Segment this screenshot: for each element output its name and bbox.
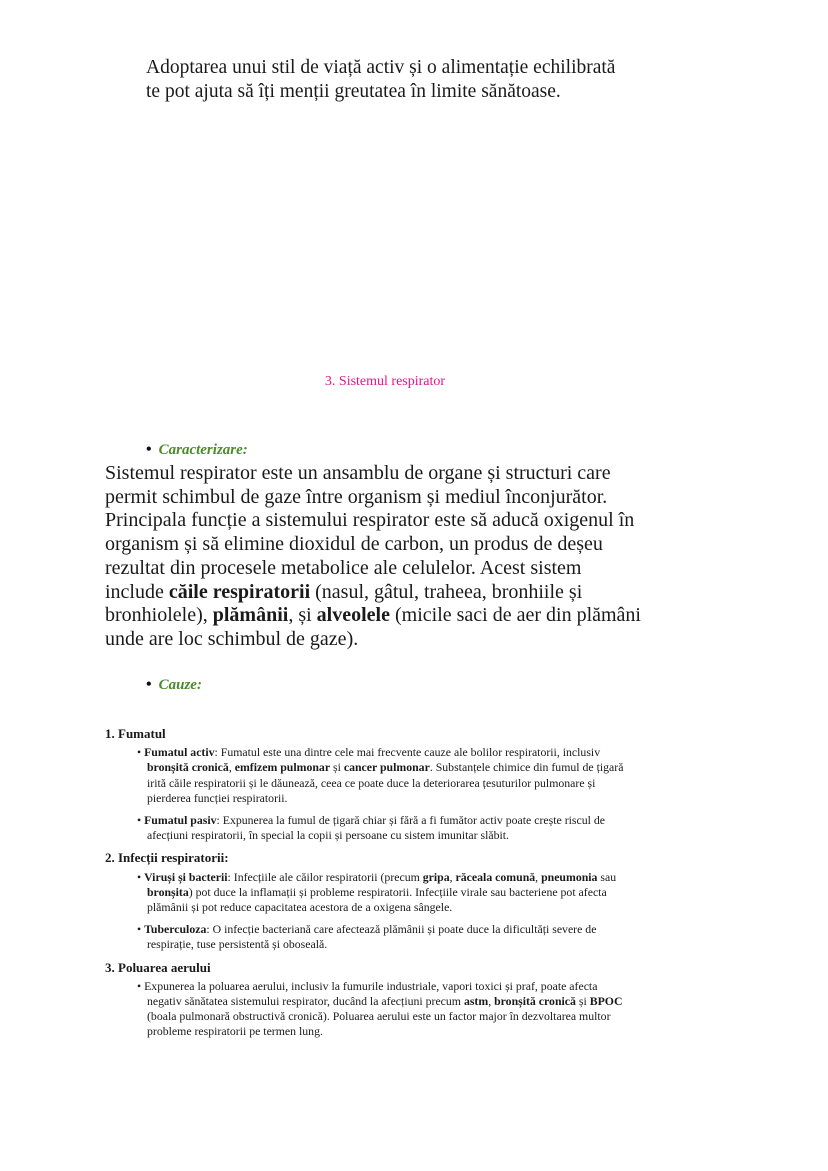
cause-title: 2. Infecții respiratorii: — [105, 850, 229, 866]
list-item: • Fumatul activ: Fumatul este una dintre cele mai frecvente cauze ale bolilor respiratorii, inclusiv bronșită cronică, emfizem pulmonar și cancer pulmonar. Substanțele chimice din fumul de țigară irită căile respiratorii și le dăunează, ceea ce poate duce la deteriorarea țesuturilor pulmonare și pierderea funcției respiratorii. — [137, 745, 624, 805]
text-span: , — [228, 760, 235, 775]
list-item: • Expunerea la poluarea aerului, inclusiv la fumurile industriale, vapori toxici și praf, poate afecta negativ sănătatea sistemului respirator, ducând la afecțiuni precum astm, bronșită cronică și BPOC (boala pulmonară obstructivă cronică). Poluarea aerului este un factor major în dezvoltarea multor probleme respiratorii pe termen lung. — [137, 978, 623, 1039]
cauze-heading-label: Cauze: — [158, 677, 202, 693]
list-item: • Tuberculoza: O infecție bacteriană care afectează plămânii și poate duce la dificultăți severe de respirație, tuse persistentă și oboseală. — [137, 922, 597, 952]
bold-term: cancer pulmonar — [343, 760, 430, 775]
bold-term: bronșită cronică — [494, 994, 576, 1009]
text-span: ) pot duce la inflamații și probleme respiratorii. Infecțiile virale sau bacteriene pot afecta plămânii și pot reduce capacitatea acestora de a oxigena sângele. — [147, 884, 607, 915]
text-span: : Fumatul este una dintre cele mai frecvente cauze ale bolilor respiratorii, inclusiv — [214, 745, 601, 760]
bold-term: căile respiratorii — [168, 580, 311, 603]
list-item: • Fumatul pasiv: Expunerea la fumul de țigară chiar și fără a fi fumător activ poate crește riscul de afecțiuni respiratorii, în special la copii și persoane cu sistem imunitar slăbit. — [137, 813, 605, 843]
text-span: : Infecțiile ale căilor respiratorii (precum — [227, 869, 423, 884]
item-label: Fumatul pasiv — [144, 813, 217, 828]
text-span: (boala pulmonară obstructivă cronică). Poluarea aerului este un factor major în dezvoltarea multor probleme respiratorii pe termen lung. — [147, 1009, 611, 1039]
bold-term: gripa — [422, 869, 450, 884]
cauze-heading — [146, 676, 202, 694]
section-title: 3. Sistemul respirator — [324, 374, 446, 389]
text-span: , și — [288, 604, 317, 627]
cause-title: 3. Poluarea aerului — [105, 959, 211, 975]
bullet-icon: • — [146, 441, 152, 458]
item-label: Viruși și bacterii — [144, 869, 228, 884]
text-span: , — [449, 869, 456, 884]
causes-list — [105, 726, 635, 1047]
bold-term: pneumonia — [541, 869, 598, 884]
item-label: Fumatul activ — [144, 745, 215, 760]
text-span: . Substanțele chimice din fumul de țigară irită căile respiratorii și le dăunează, ceea ce poate duce la deteriorarea țesuturilor pulmonare și pierderea funcției respiratorii. — [147, 760, 624, 805]
text-span: (nasul, gâtul, traheea, bronhiile și bronhiolele), — [105, 580, 583, 627]
text-span: : Expunerea la fumul de țigară chiar și fără a fi fumător activ poate crește riscul de afecțiuni respiratorii, în special la copii și persoane cu sistem imunitar slăbit. — [147, 813, 605, 843]
text-span: sau — [597, 869, 617, 884]
cause-section-poluarea — [105, 960, 635, 1040]
caracterizare-heading — [146, 441, 248, 459]
bold-term: răceala comună — [455, 869, 536, 884]
list-item: • Viruși și bacterii: Infecțiile ale căilor respiratorii (precum gripa, răceala comună, pneumonia sau bronșita) pot duce la inflamații și probleme respiratorii. Infecțiile virale sau bacteriene pot afecta plămânii și pot reduce capacitatea acestora de a oxigena sângele. — [137, 869, 617, 915]
text-span: : O infecție bacteriană care afectează plămânii și poate duce la dificultăți severe de respirație, tuse persistentă și oboseală. — [147, 922, 597, 952]
intro-paragraph: Adoptarea unui stil de viață activ și o alimentație echilibrată te pot ajuta să îți menții greutatea în limite sănătoase. — [146, 57, 616, 102]
bold-term: BPOC — [589, 994, 623, 1009]
bold-term: bronșita — [147, 884, 189, 899]
text-span: Expunerea la poluarea aerului, inclusiv la fumurile industriale, vapori toxici și praf, poate afecta negativ sănătatea sistemului respirator, ducând la afecțiuni precum — [144, 978, 598, 1009]
bold-term: bronșită cronică — [147, 760, 229, 775]
bullet-icon: • — [146, 676, 152, 693]
text-span: (micile saci de aer din plămâni unde are loc schimbul de gaze). — [105, 604, 641, 650]
text-span: , — [535, 869, 542, 884]
bold-term: emfizem pulmonar — [234, 760, 331, 775]
cause-title: 1. Fumatul — [105, 726, 166, 741]
cause-section-infectii — [105, 850, 635, 952]
text-span: și — [575, 994, 590, 1009]
bold-term: alveolele — [316, 604, 390, 627]
bold-term: astm — [463, 994, 489, 1009]
caracterizare-paragraph — [105, 462, 645, 652]
item-label: Tuberculoza — [144, 922, 207, 937]
text-span: , — [488, 994, 495, 1009]
bold-term: plămânii — [212, 604, 289, 627]
text-span: și — [330, 760, 344, 775]
text-span: Sistemul respirator este un ansamblu de organe și structuri care permit schimbul de gaze între organism și mediul înconjurător. Principala funcție a sistemului respirator este să aducă oxigenul în organism și să elimine dioxidul de carbon, un produs de deșeu rezultat din procesele metabolice ale celulelor. Acest sistem include — [105, 462, 635, 603]
caracterizare-heading-label: Caracterizare: — [158, 442, 248, 458]
cause-section-fumatul — [105, 726, 635, 843]
